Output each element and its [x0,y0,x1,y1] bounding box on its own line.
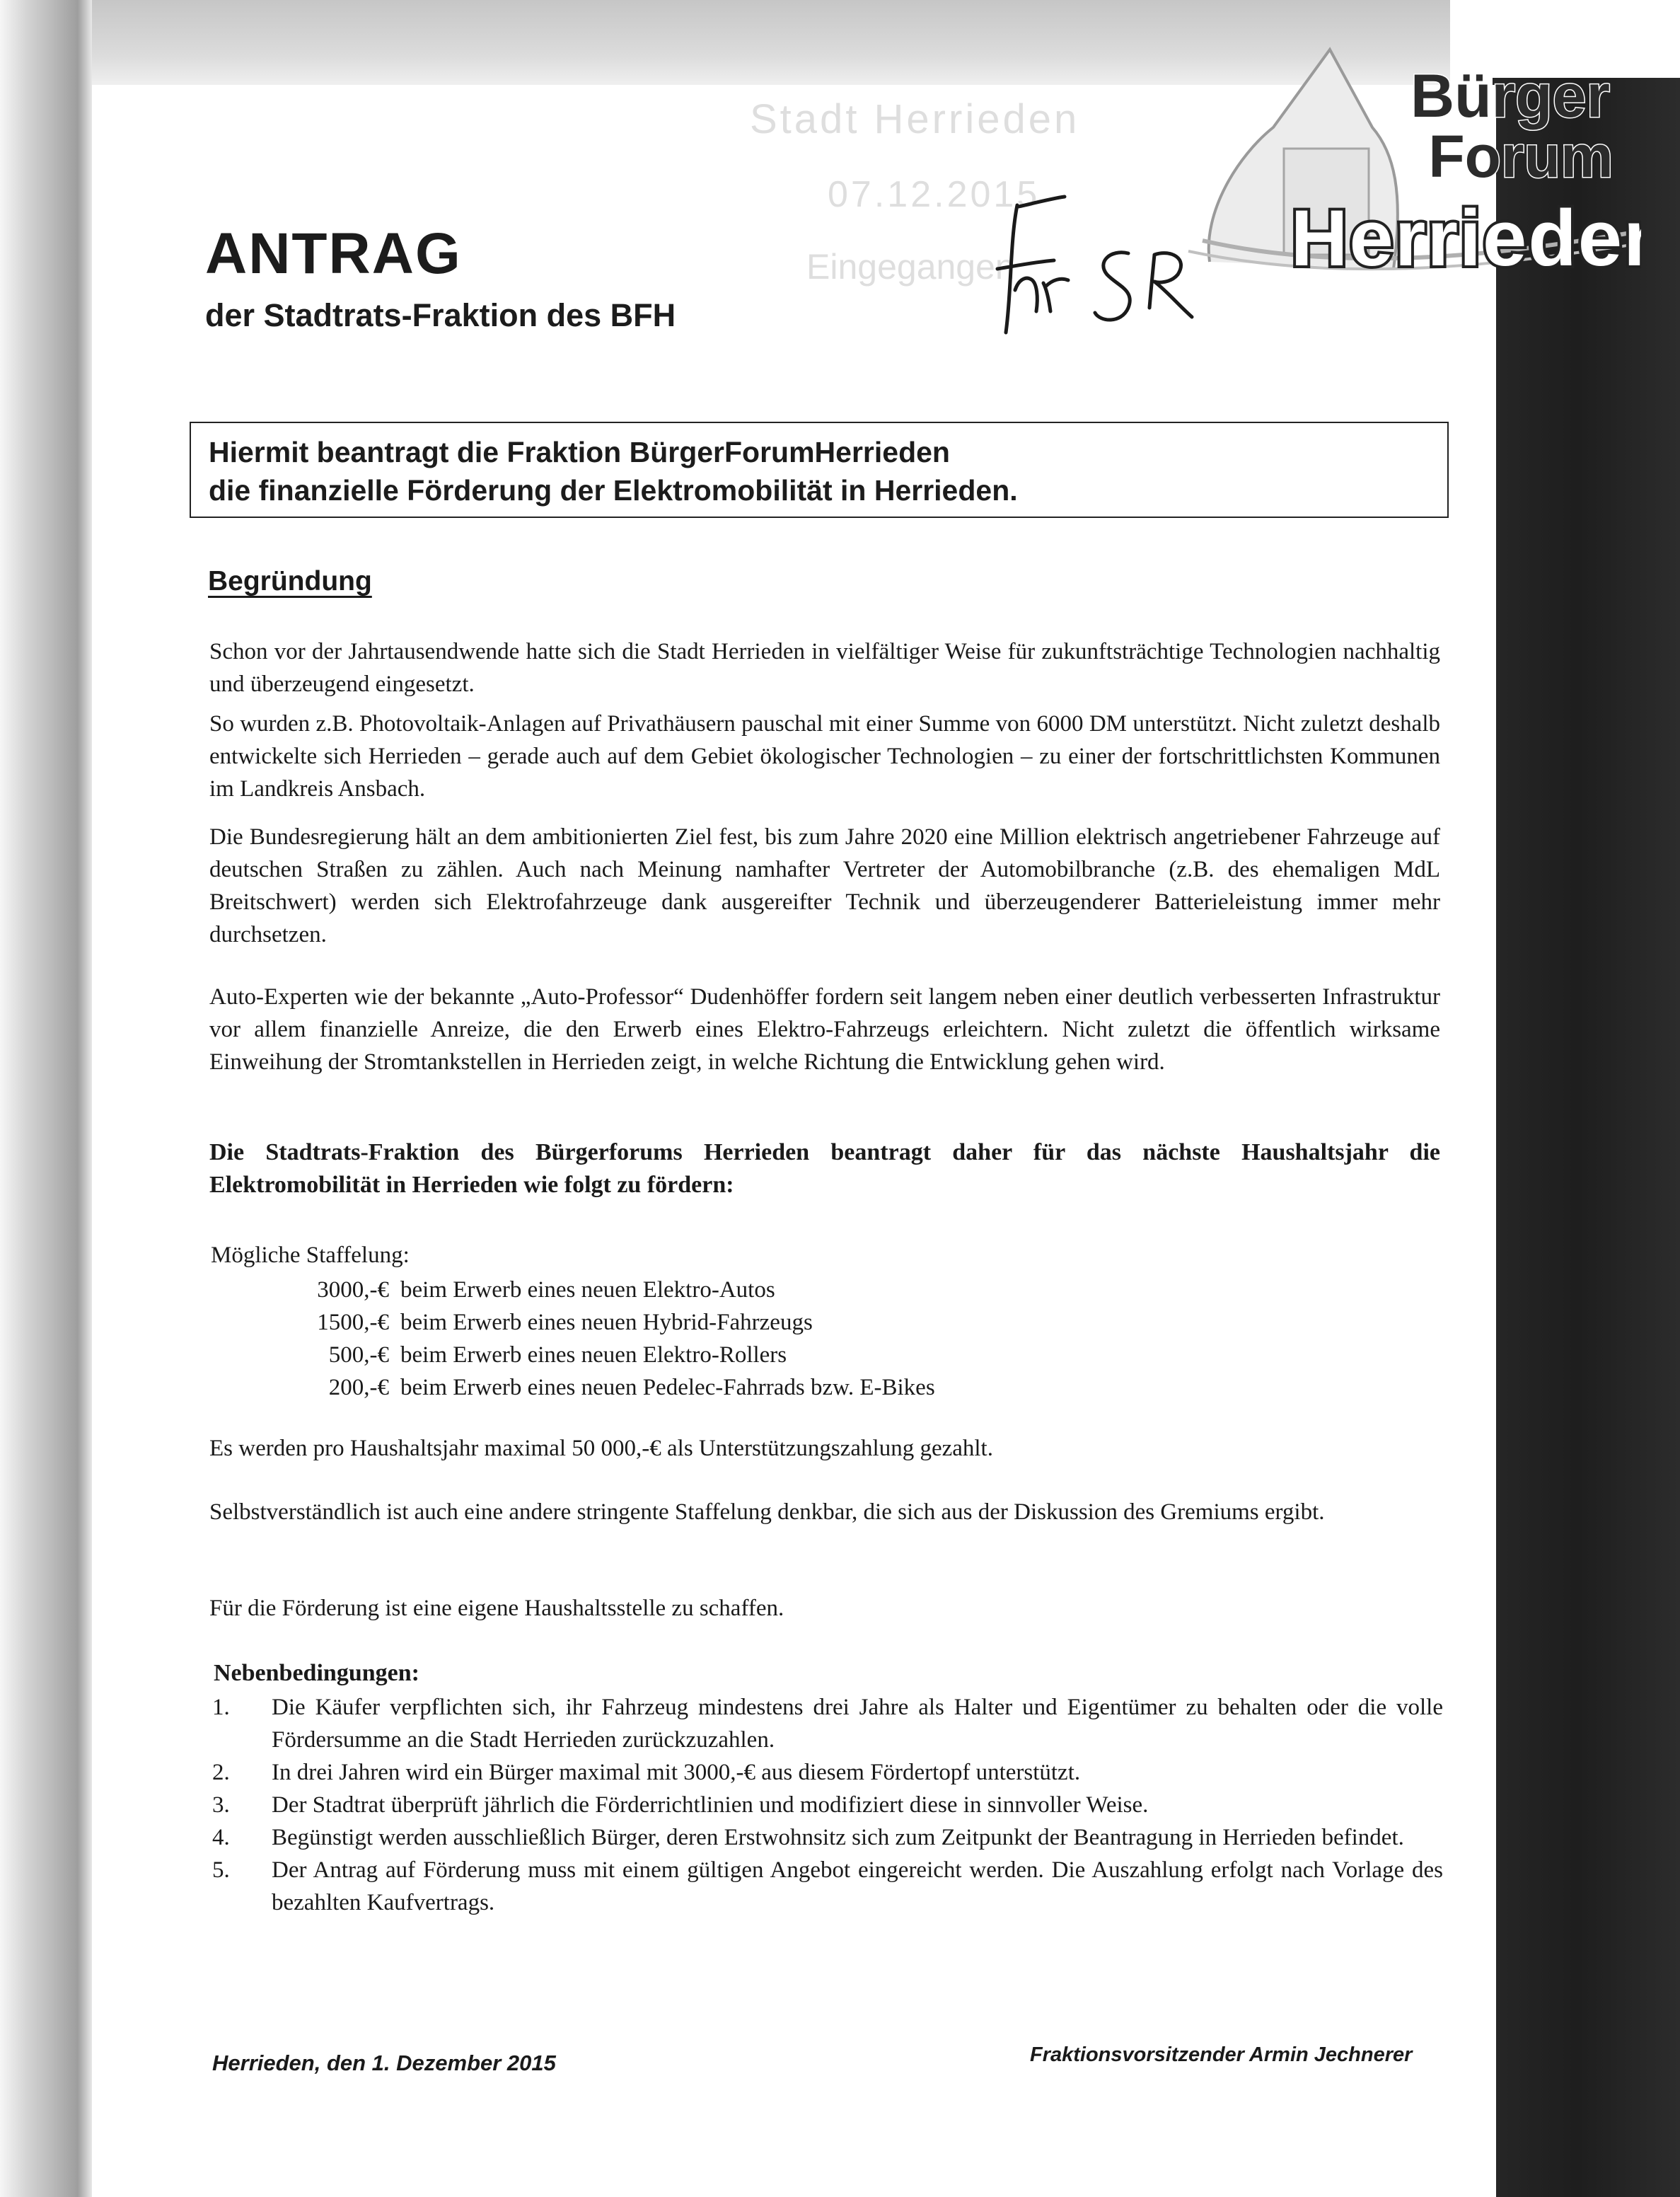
tier-amount: 1500,-€ [317,1310,389,1335]
paragraph-motion: Die Stadtrats-Fraktion des Bürgerforums Herrieden beantragt daher für das nächste Haushaltsjahr die Elektromobilität in Herrieden wie folgt zu fördern: [209,1139,1440,1198]
condition-text: In drei Jahren wird ein Bürger maximal mit 3000,-€ aus diesem Fördertopf unterstützt. [272,1760,1081,1785]
tier-description: beim Erwerb eines neuen Pedelec-Fahrrads bzw. E-Bikes [400,1375,935,1400]
paragraph-history: Schon vor der Jahrtausendwende hatte sich die Stadt Herrieden in vielfältiger Weise für zukunftsträchtige Technologien nachhaltig und überzeugend eingesetzt. [209,639,1440,697]
footer-date: Herrieden, den 1. Dezember 2015 [212,2051,556,2075]
document-subtitle: der Stadtrats-Fraktion des BFH [205,297,676,333]
received-stamp-date: 07.12.2015 [828,174,1041,215]
condition-text: Begünstigt werden ausschließlich Bürger, deren Erstwohnsitz sich zum Zeitpunkt der Beantragung in Herrieden befindet. [272,1825,1404,1850]
condition-text: Die Käufer verpflichten sich, ihr Fahrzeug mindestens drei Jahre als Halter und Eigentümer zu behalten oder die volle Fördersumme an die Stadt Herrieden zurückzuzahlen. [272,1695,1443,1753]
condition-item [212,1854,1443,1919]
condition-text: Der Stadtrat überprüft jährlich die Förderrichtlinien und modifiziert diese in sinnvoller Weise. [272,1792,1149,1818]
logo-word-herrieden: Herrieden [1290,194,1641,282]
received-stamp-line1: Stadt Herrieden [750,96,1080,142]
grading-tier [283,1274,935,1306]
received-stamp-label: Eingegangen [806,247,1015,287]
condition-item [212,1756,1443,1789]
tier-description: beim Erwerb eines neuen Elektro-Autos [400,1277,775,1303]
footer-signature: Fraktionsvorsitzender Armin Jechnerer [1030,2043,1413,2066]
conditions-heading: Nebenbedingungen: [214,1660,419,1686]
paragraph-alternative-grading: Selbstverständlich ist auch eine andere stringente Staffelung denkbar, die sich aus der Diskussion des Gremiums ergibt. [209,1499,1325,1525]
grading-tier [283,1371,935,1404]
paragraph-federal-goal: Die Bundesregierung hält an dem ambitionierten Ziel fest, bis zum Jahre 2020 eine Million elektrisch angetriebener Fahrzeuge auf deutschen Straßen zu zählen. Auch nach Meinung namhafter Vertreter der Automobilbranche (z.B. des ehemaligen MdL Breitschwert) werden sich Elektrofahrzeuge dank ausgereifter Technik und überzeugenderer Batterieleistung immer mehr durchsetzen. [209,824,1440,947]
scan-edge-right [1493,78,1680,2197]
tier-description: beim Erwerb eines neuen Elektro-Rollers [400,1342,787,1368]
condition-number: 5. [212,1857,230,1883]
grading-tier [283,1306,935,1339]
paragraph-experts: Auto-Experten wie der bekannte „Auto-Professor“ Dudenhöffer fordern seit langem neben einer deutlich verbesserten Infrastruktur vor allem finanzielle Anreize, die den Erwerb eines Elektro-Fahrzeugs erleichtern. Nicht zuletzt die öffentlich wirksame Einweihung der Stromtankstellen in Herrieden zeigt, in welche Richtung die Entwicklung gehen wird. [209,984,1440,1075]
tier-amount: 3000,-€ [317,1277,389,1303]
buergerforum-logo [1160,0,1641,283]
request-statement-box [190,422,1449,518]
request-line-2: die finanzielle Förderung der Elektromobilität in Herrieden. [209,474,1018,507]
tier-amount: 200,-€ [328,1375,389,1400]
paragraph-annual-maximum: Es werden pro Haushaltsjahr maximal 50 000,-€ als Unterstützungszahlung gezahlt. [209,1436,993,1461]
tier-description: beim Erwerb eines neuen Hybrid-Fahrzeugs [400,1310,813,1335]
section-heading-justification: Begründung [208,566,372,596]
grading-label: Mögliche Staffelung: [211,1242,410,1268]
tier-amount: 500,-€ [328,1342,389,1368]
condition-text: Der Antrag auf Förderung muss mit einem gültigen Angebot eingereicht werden. Die Auszahlung erfolgt nach Vorlage des bezahlten Kaufvertrags. [272,1857,1443,1915]
grading-tier [283,1339,935,1371]
logo-word-forum: Forum [1428,123,1614,190]
condition-number: 1. [212,1695,230,1720]
condition-number: 2. [212,1760,230,1785]
condition-item [212,1821,1443,1854]
paragraph-photovoltaic: So wurden z.B. Photovoltaik-Anlagen auf Privathäusern pauschal mit einer Summe von 6000 DM unterstützt. Nicht zuletzt deshalb entwickelte sich Herrieden – gerade auch auf dem Gebiet ökologischer Technologien – zu einer der fortschrittlichsten Kommunen im Landkreis Ansbach. [209,711,1440,802]
condition-item [212,1691,1443,1756]
condition-number: 4. [212,1825,230,1850]
grading-tier-list [283,1274,935,1404]
scan-edge-left [0,0,92,2197]
paragraph-budget-item: Für die Förderung ist eine eigene Haushaltsstelle zu schaffen. [209,1596,784,1621]
request-line-1: Hiermit beantragt die Fraktion BürgerForumHerrieden [209,436,950,468]
condition-item [212,1789,1443,1821]
conditions-list [212,1691,1443,1919]
document-title: ANTRAG [205,221,462,286]
condition-number: 3. [212,1792,230,1818]
logo-word-buerger: Bürger [1410,62,1610,130]
